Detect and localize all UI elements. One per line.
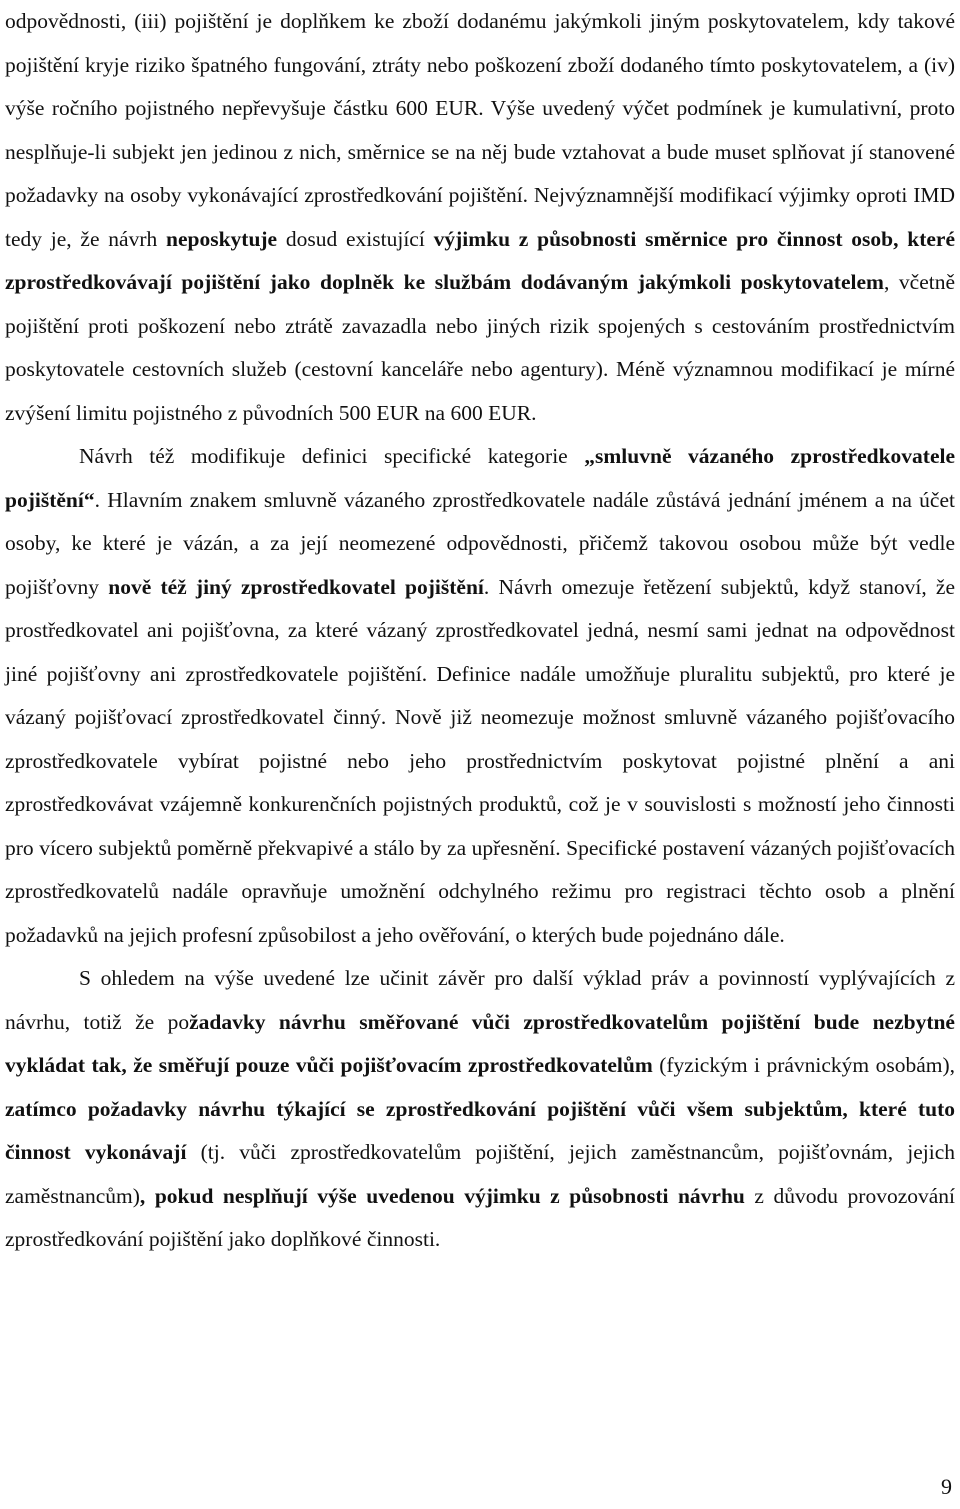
paragraph-2 <box>5 435 955 957</box>
text-run: (tj. vůči zprostředkovatelům pojištění, jejich zaměstnancům, pojišťovnám, jejich zaměstnancům) <box>5 1140 955 1208</box>
bold-text-run: neposkytuje <box>166 226 278 251</box>
bold-text-run: žadavky návrhu směřované vůči zprostředkovatelům pojištění bude nezbytné vykládat tak, že směřují pouze vůči pojišťovacím zprostředkovatelům <box>5 1009 955 1077</box>
page-number: 9 <box>941 1474 952 1499</box>
text-run: S ohledem na výše uvedené lze učinit závěr pro další výklad práv a povinností vyplývajících z návrhu, totiž že po <box>5 966 955 1034</box>
text-run: odpovědnosti, (iii) pojištění je doplňkem ke zboží dodanému jakýmkoli jiným poskytovatelem, kdy takové pojištění kryje riziko špatného fungování, ztráty nebo poškození zboží dodaného tímto poskytovatelem, a (iv) výše ročního pojistného nepřevyšuje částku 600 EUR. Výše uvedený výčet podmínek je kumulativní, proto nesplňuje-li subjekt jen jedinou z nich, směrnice se na něj bude vztahovat a bude muset splňovat jí stanovené požadavky na osoby vykonávající zprostředkování pojištění. Nejvýznamnější modifikací výjimky oproti IMD tedy je, že návrh <box>5 9 955 251</box>
text-run: . Návrh omezuje řetězení subjektů, když stanoví, že prostředkovatel ani pojišťovna, za které vázaný zprostředkovatel jedná, nesmí sami jednat na odpovědnost jiné pojišťovny ani zprostředkovatele pojištění. Definice nadále umožňuje pluralitu subjektů, pro které je vázaný pojišťovací zprostředkovatel činný. Nově již neomezuje možnost smluvně vázaného pojišťovacího zprostředkovatele vybírat pojistné nebo jeho prostřednictvím poskytovat pojistné plnění a ani zprostředkovávat vzájemně konkurenčních pojistných produktů, což je v souvislosti s možností jeho činnosti pro vícero subjektů poměrně překvapivé a stálo by za upřesnění. Specifické postavení vázaných pojišťovacích zprostředkovatelů nadále opravňuje umožnění odchylného režimu pro registraci těchto osob a plnění požadavků na jejich profesní způsobilost a jeho ověřování, o kterých bude pojednáno dále. <box>5 574 955 947</box>
bold-text-run: nově též jiný zprostředkovatel pojištění <box>108 574 484 599</box>
text-run: z důvodu provozování zprostředkování pojištění jako doplňkové činnosti. <box>5 1183 956 1251</box>
text-run: dosud existující <box>277 226 434 251</box>
bold-text-run: , pokud nesplňují výše uvedenou výjimku z působnosti návrhu <box>139 1183 745 1208</box>
text-run: , včetně pojištění proti poškození nebo ztrátě zavazadla nebo jiných rizik spojených s cestováním prostřednictvím poskytovatele cestovních služeb (cestovní kanceláře nebo agentury). Méně významnou modifikací je mírné zvýšení limitu pojistného z původních 500 EUR na 600 EUR. <box>5 270 956 425</box>
paragraph-3 <box>5 957 955 1262</box>
document-body <box>5 0 955 1262</box>
text-run: Návrh též modifikuje definici specifické kategorie <box>79 444 585 468</box>
bold-text-run: „smluvně vázaného zprostředkovatele pojištění“ <box>5 444 956 512</box>
bold-text-run: výjimku z působnosti směrnice pro činnost osob, které zprostředkovávají pojištění jako doplněk ke službám dodávaným jakýmkoli poskytovatelem <box>5 226 956 294</box>
paragraph-1 <box>5 0 955 435</box>
text-run: (fyzickým i právnickým osobám), <box>652 1053 956 1077</box>
bold-text-run: zatímco požadavky návrhu týkající se zprostředkování pojištění vůči všem subjektům, které tuto činnost vykonávají <box>5 1096 955 1164</box>
text-run: . Hlavním znakem smluvně vázaného zprostředkovatele nadále zůstává jednání jménem a na účet osoby, ke které je vázán, a za její neomezené odpovědnosti, přičemž takovou osobou může být vedle pojišťovny <box>5 487 955 599</box>
